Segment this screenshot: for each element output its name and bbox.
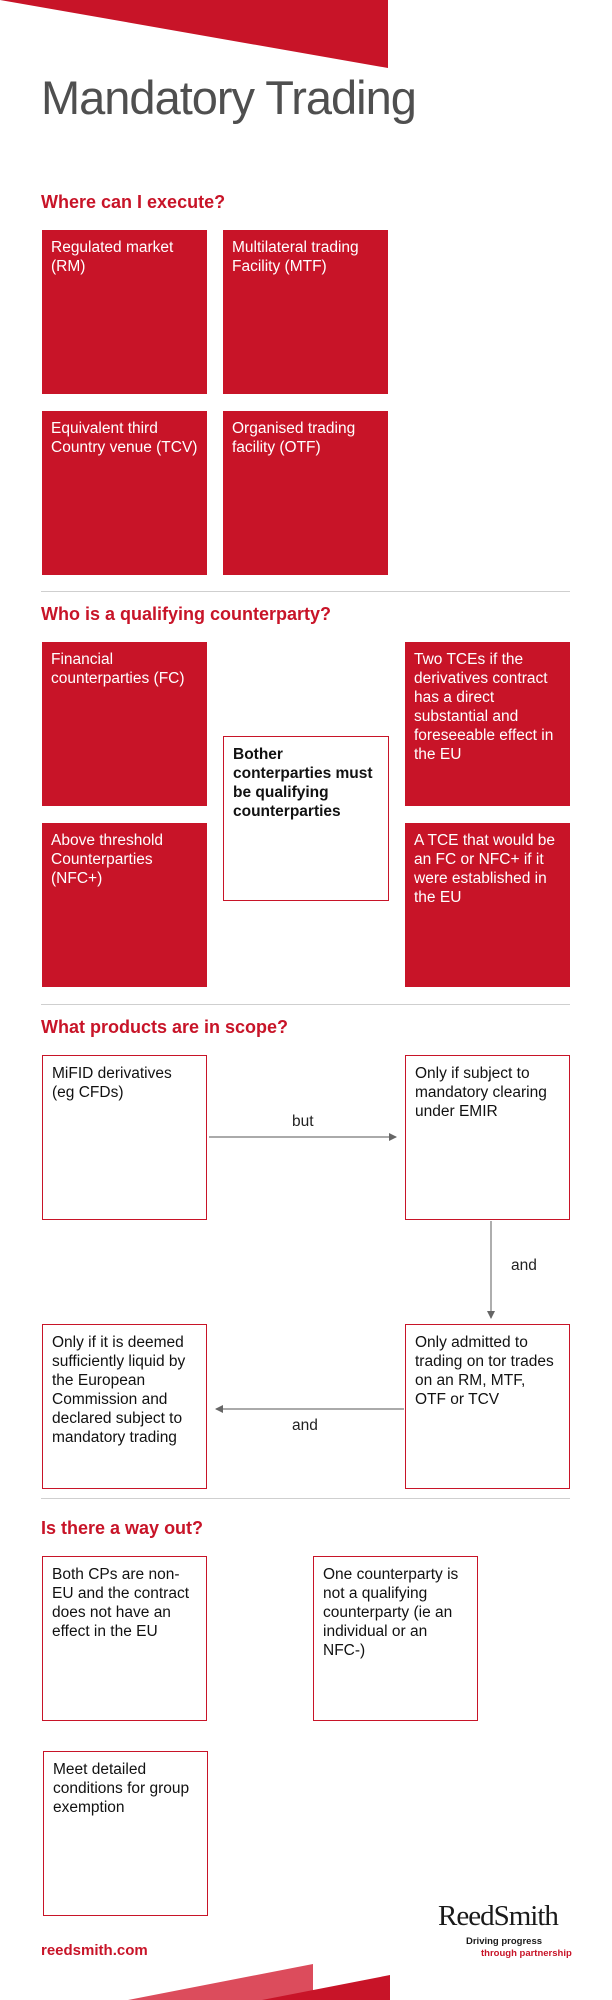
tagline-line-1: Driving progress: [466, 1936, 543, 1947]
section-divider: [41, 1498, 570, 1499]
section-heading-counterparty: Who is a qualifying counterparty?: [41, 604, 332, 624]
wayout-label: One counterparty is not a qualifying counterparty (ie an individual or an NFC-): [323, 1566, 459, 1659]
venue-label: Equivalent third Country venue (TCV): [51, 420, 198, 456]
counterparty-label: Two TCEs if the derivatives contract has a direct substantial and foreseeable effect in the EU: [414, 651, 554, 763]
product-label: Only if subject to mandatory clearing under EMIR: [415, 1065, 547, 1120]
venue-label: Multilateral trading Facility (MTF): [232, 239, 359, 275]
bottom-banner-shape: [0, 1950, 612, 2000]
venue-label: Organised trading facility (OTF): [232, 420, 356, 456]
counterparty-label: Financial counterparties (FC): [51, 651, 185, 687]
wayout-label: Both CPs are non-EU and the contract does not have an effect in the EU: [52, 1566, 189, 1640]
connector-label-but: but: [292, 1113, 314, 1130]
wayout-box-not-qualifying: [313, 1556, 478, 1721]
section-heading-products: What products are in scope?: [41, 1017, 289, 1037]
logo-smith: Smith: [493, 1900, 558, 1932]
tagline-line-2: through partnership: [481, 1948, 572, 1959]
counterparty-label: Above threshold Counterparties (NFC+): [51, 832, 164, 887]
section-heading-wayout: Is there a way out?: [41, 1518, 204, 1538]
page-title: Mandatory Trading: [41, 71, 416, 124]
logo-reed: Reed: [438, 1900, 494, 1932]
wayout-box-group-exemption: [43, 1751, 208, 1916]
product-label: MiFID derivatives (eg CFDs): [52, 1065, 172, 1101]
section-heading-execute: Where can I execute?: [41, 192, 226, 212]
venue-label: Regulated market (RM): [51, 239, 174, 275]
connector-label-and-down: and: [511, 1257, 537, 1274]
counterparty-label: A TCE that would be an FC or NFC+ if it were established in the EU: [414, 832, 556, 906]
wayout-box-non-eu: [42, 1556, 207, 1721]
connector-label-and-left: and: [292, 1417, 318, 1434]
footer-website-link[interactable]: reedsmith.com: [41, 1942, 148, 1959]
product-label: Only admitted to trading on tor trades on an RM, MTF, OTF or TCV: [415, 1334, 554, 1408]
wayout-label: Meet detailed conditions for group exemption: [53, 1761, 190, 1816]
reedsmith-logo: [438, 1900, 558, 1933]
counterparty-label: Bother conterparties must be qualifying counterparties: [233, 746, 373, 820]
product-label: Only if it is deemed sufficiently liquid by the European Commission and declared subject to mandatory trading: [52, 1334, 186, 1446]
